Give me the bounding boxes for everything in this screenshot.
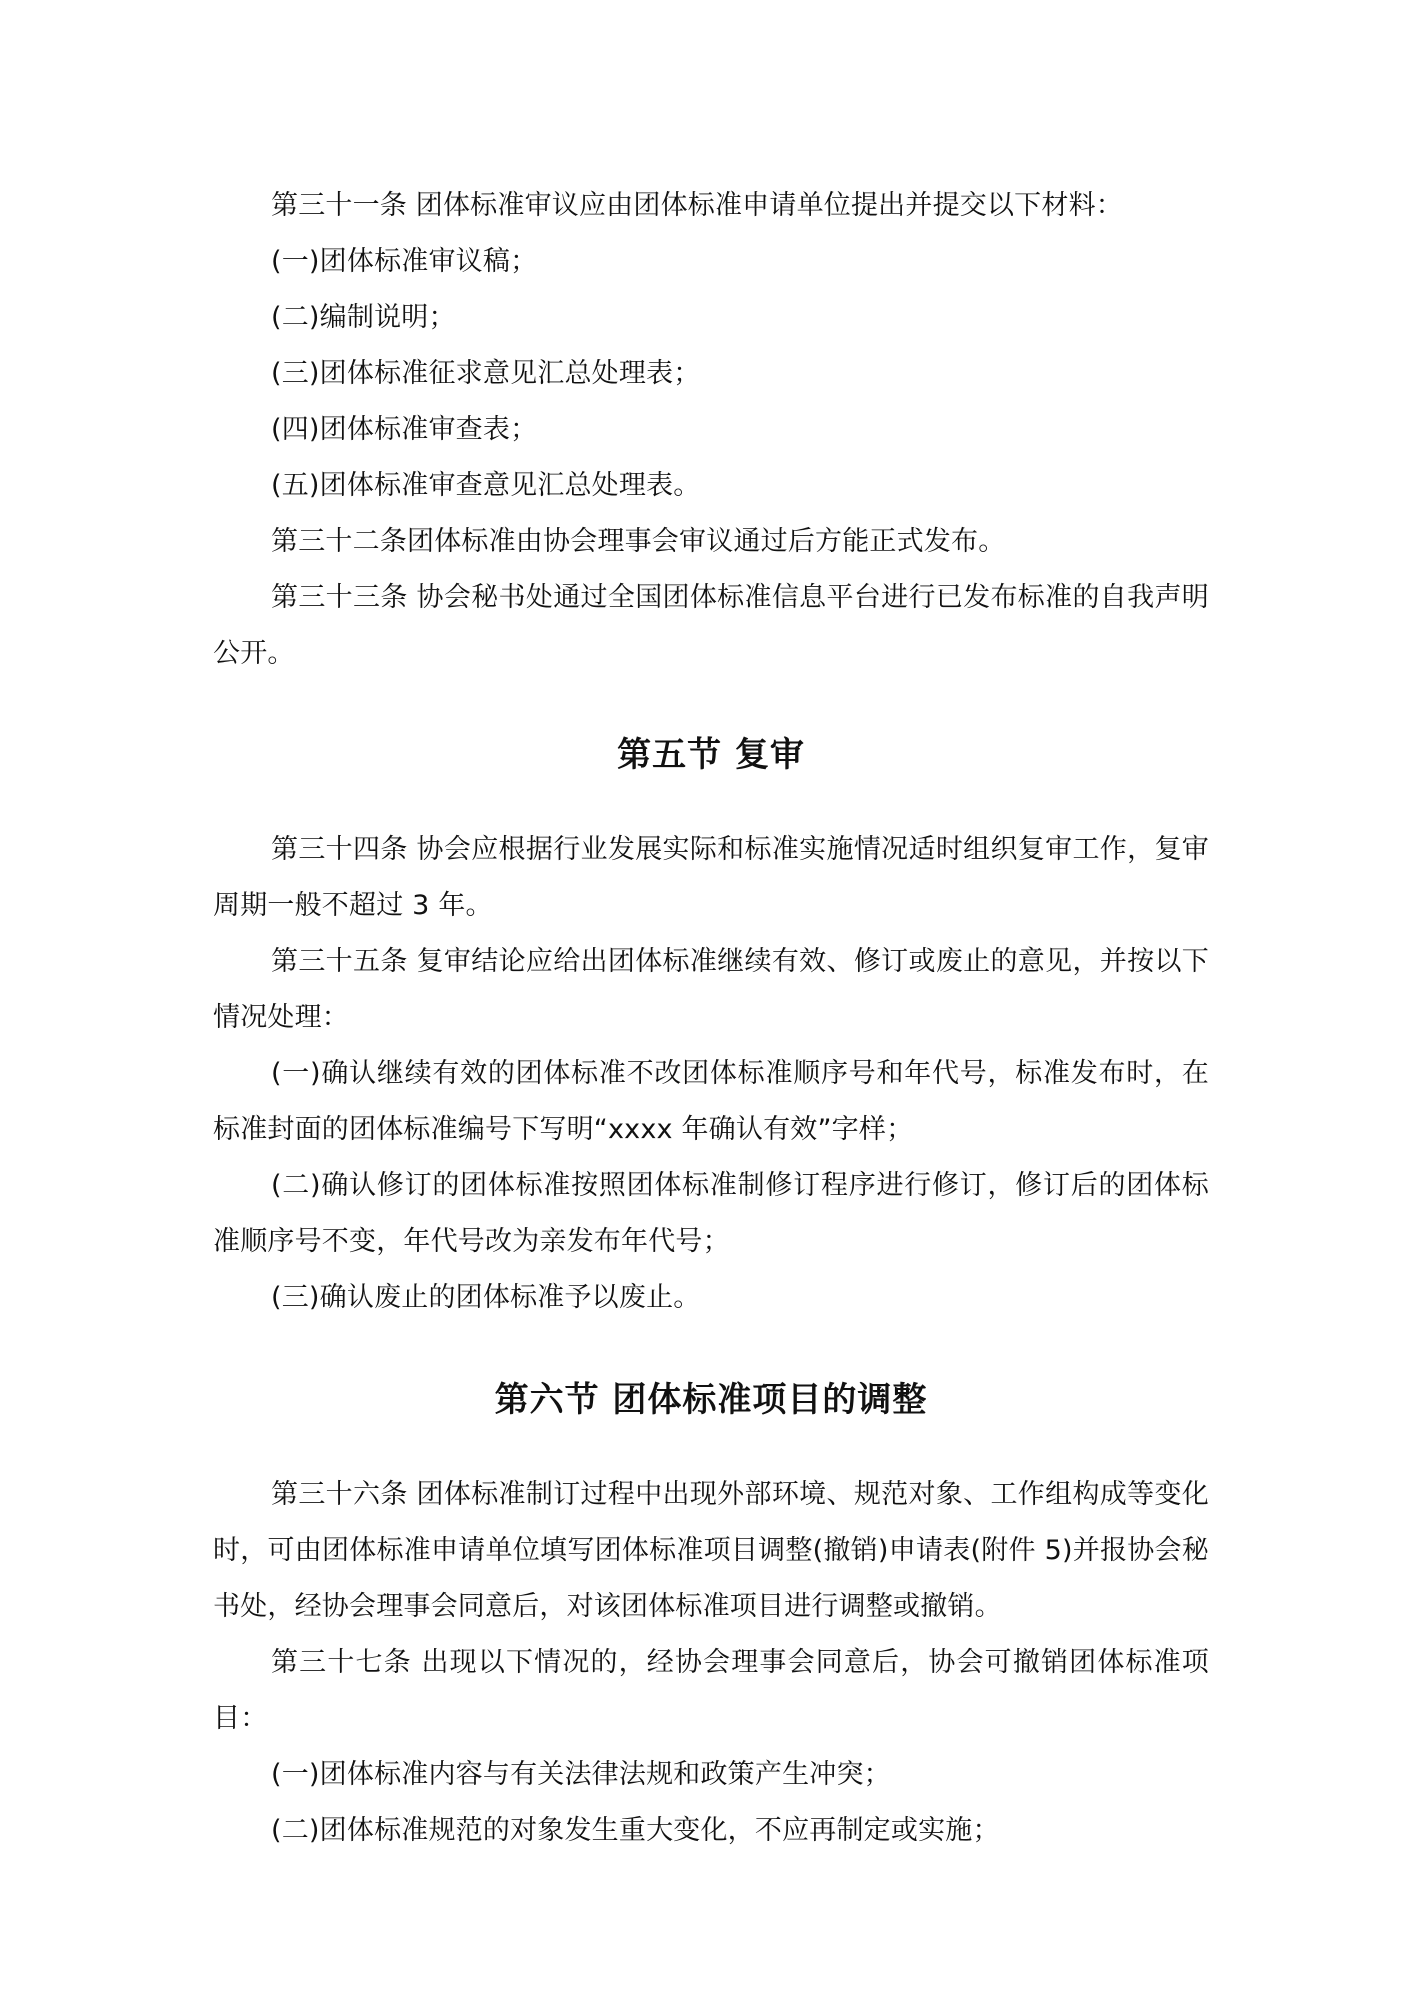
article-35: 第三十五条 复审结论应给出团体标准继续有效、修订或废止的意见，并按以下情况处理：	[213, 946, 1209, 1033]
article-37-item-1: (一)团体标准内容与有关法律法规和政策产生冲突；	[271, 1759, 891, 1790]
article-35-item-2: (二)确认修订的团体标准按照团体标准制修订程序进行修订，修订后的团体标准顺序号不变，年代号改为亲发布年代号；	[213, 1170, 1209, 1257]
article-31-item-2: (二)编制说明；	[271, 302, 456, 333]
article-31: 第三十一条 团体标准审议应由团体标准申请单位提出并提交以下材料：	[271, 190, 1123, 221]
section-6-heading: 第六节 团体标准项目的调整	[494, 1380, 928, 1420]
article-33: 第三十三条 协会秘书处通过全国团体标准信息平台进行已发布标准的自我声明公开。	[213, 582, 1209, 669]
article-32: 第三十二条团体标准由协会理事会审议通过后方能正式发布。	[271, 526, 1006, 557]
article-31-item-4: (四)团体标准审查表；	[271, 414, 538, 445]
page-content	[213, 178, 1209, 1859]
article-37-item-2: (二)团体标准规范的对象发生重大变化，不应再制定或实施；	[271, 1815, 1000, 1846]
article-31-item-3: (三)团体标准征求意见汇总处理表；	[271, 358, 701, 389]
article-35-item-1: (一)确认继续有效的团体标准不改团体标准顺序号和年代号，标准发布时，在标准封面的团体标准编号下写明“xxxx 年确认有效”字样；	[213, 1058, 1209, 1145]
article-35-item-3: (三)确认废止的团体标准予以废止。	[271, 1282, 701, 1313]
article-37: 第三十七条 出现以下情况的，经协会理事会同意后，协会可撤销团体标准项目：	[213, 1647, 1209, 1734]
article-31-item-5: (五)团体标准审查意见汇总处理表。	[271, 470, 701, 501]
article-31-item-1: (一)团体标准审议稿；	[271, 246, 538, 277]
article-34: 第三十四条 协会应根据行业发展实际和标准实施情况适时组织复审工作，复审周期一般不超过 3 年。	[213, 834, 1209, 921]
section-5-heading: 第五节 复审	[617, 735, 805, 775]
article-36: 第三十六条 团体标准制订过程中出现外部环境、规范对象、工作组构成等变化时，可由团体标准申请单位填写团体标准项目调整(撤销)申请表(附件 5)并报协会秘书处，经协会理事会同意后，对该团体标准项目进行调整或撤销。	[213, 1479, 1209, 1622]
